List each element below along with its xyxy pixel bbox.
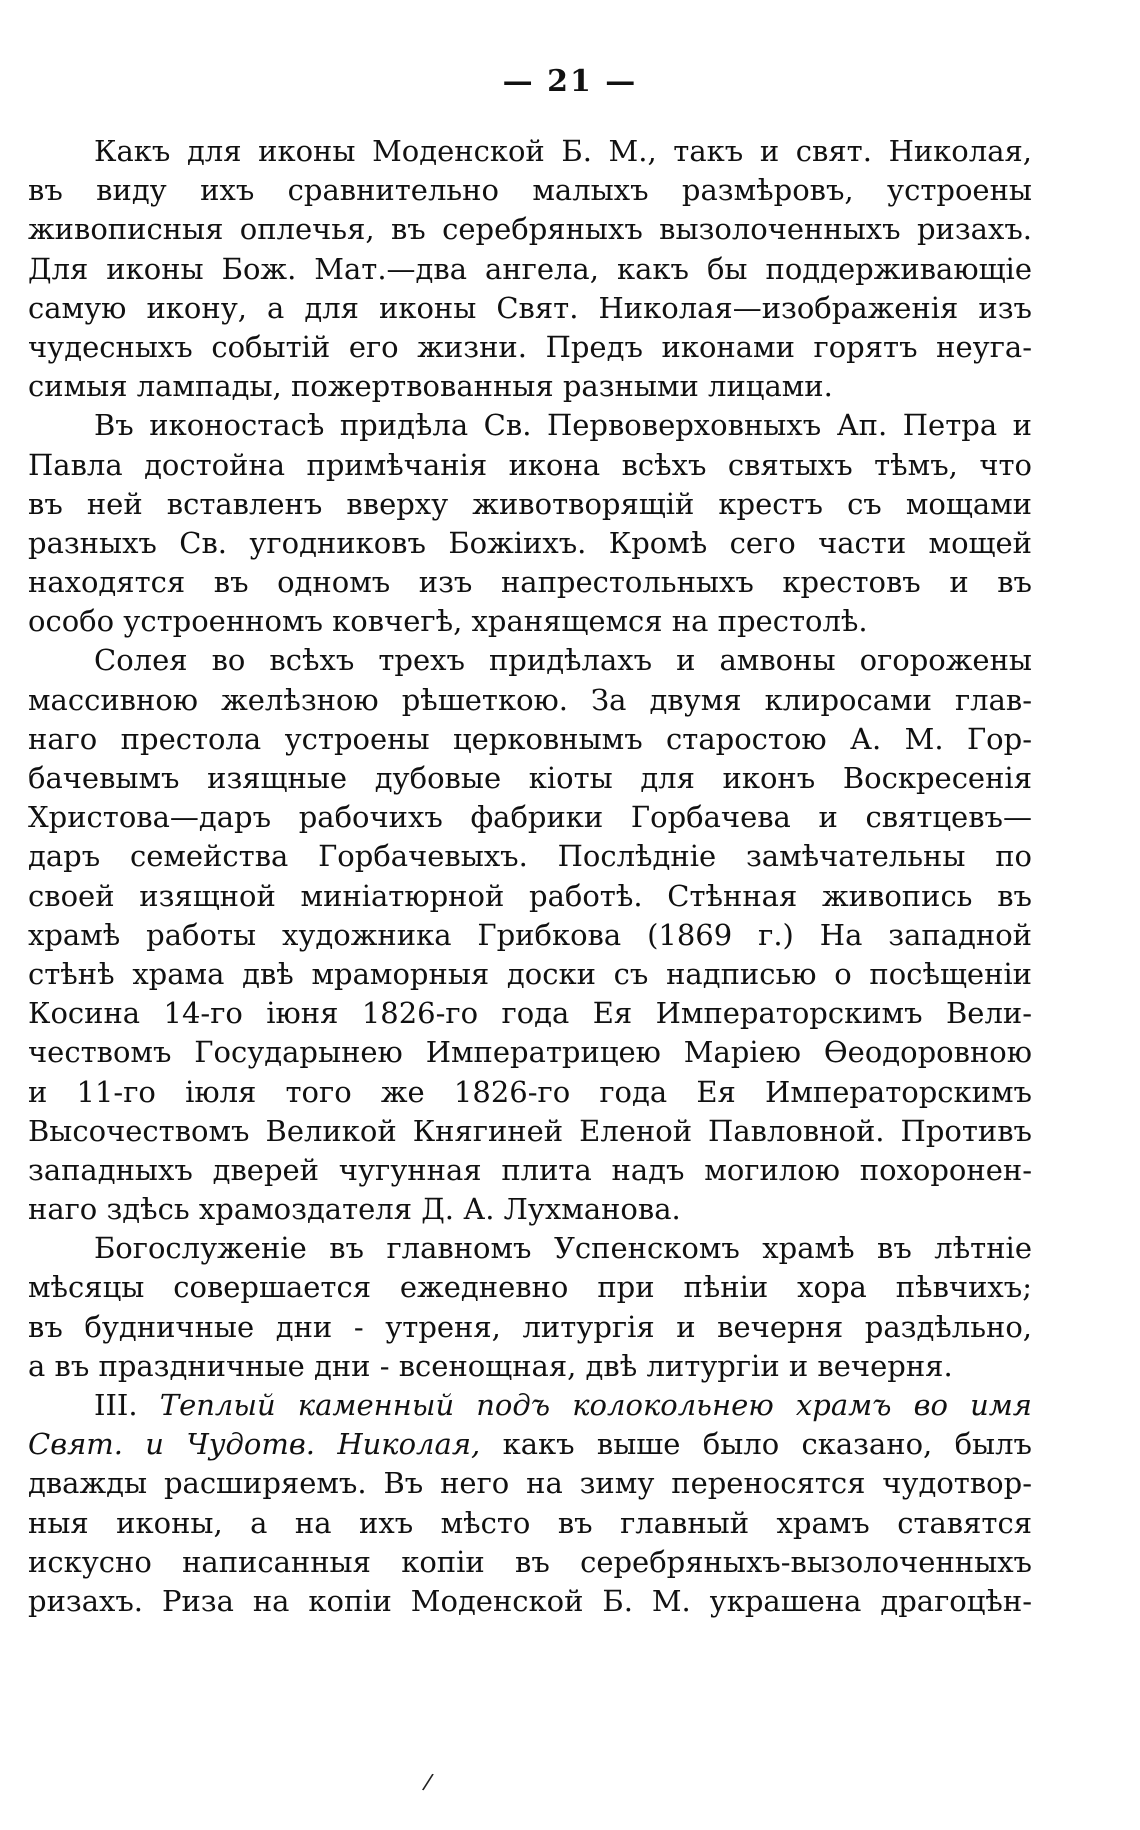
text-line: мѣсяцы совершается ежедневно при пѣніи хора пѣвчихъ; xyxy=(28,1270,1032,1305)
text-line: симыя лампады, пожертвованныя разными лицами. xyxy=(28,369,833,404)
text-line: чудесныхъ событій его жизни. Предъ иконами горятъ неуга- xyxy=(28,329,1032,364)
text-line: самую икону, а для иконы Свят. Николая—изображенія изъ xyxy=(28,290,1032,325)
text-line: Солея во всѣхъ трехъ придѣлахъ и амвоны огорожены xyxy=(94,643,1032,678)
text-line: въ ней вставленъ вверху животворящій крестъ съ мощами xyxy=(28,486,1032,521)
section-title-italic-cont: Свят. и Чудотв. Николая, xyxy=(28,1427,481,1462)
text-line: храмѣ работы художника Грибкова (1869 г.) На западной xyxy=(28,917,1032,952)
stray-ink-mark: / xyxy=(420,1769,435,1796)
body-text xyxy=(28,132,1032,1621)
text-line: бачевымъ изящные дубовые кіоты для иконъ Воскресенія xyxy=(28,761,1032,795)
text-run: какъ выше было сказано, былъ xyxy=(502,1427,1032,1462)
paragraph-3 xyxy=(28,641,1032,1229)
text-line: Павла достойна примѣчанія икона всѣхъ святыхъ тѣмъ, что xyxy=(28,447,1032,482)
text-line: Въ иконостасѣ придѣла Св. Первоверховныхъ Ап. Петра и xyxy=(94,408,1032,443)
text-line: разныхъ Св. угодниковъ Божіихъ. Кромѣ сего части мощей xyxy=(28,525,1032,560)
paragraph-2 xyxy=(28,406,1032,641)
paragraph-5 xyxy=(28,1386,1032,1621)
text-line: Христова—даръ рабочихъ фабрики Горбачева и святцевъ— xyxy=(28,800,1032,835)
paragraph-4 xyxy=(28,1229,1032,1386)
section-title-italic: Теплый каменный подъ колокольнею храмъ во имя xyxy=(159,1388,1032,1422)
text-line: и 11-го іюля того же 1826-го года Ея Императорскимъ xyxy=(28,1074,1032,1109)
text-line: наго здѣсь храмоздателя Д. А. Лухманова. xyxy=(28,1192,681,1227)
text-line: живописныя оплечья, въ серебряныхъ вызолоченныхъ ризахъ. xyxy=(28,212,1032,247)
text-line: дважды расширяемъ. Въ него на зиму переносятся чудотвор- xyxy=(28,1466,1032,1501)
text-line: Какъ для иконы Моденской Б. М., такъ и свят. Николая, xyxy=(94,134,1032,168)
page-number: — 21 — xyxy=(502,64,638,99)
paragraph-1 xyxy=(28,132,1032,406)
text-line: наго престола устроены церковнымъ старостою А. М. Гор- xyxy=(28,721,1032,756)
text-line: своей изящной миніатюрной работѣ. Стѣнная живопись въ xyxy=(28,878,1032,913)
text-line: въ будничные дни - утреня, литургія и вечерня раздѣльно, xyxy=(28,1309,1032,1344)
text-line: ризахъ. Риза на копіи Моденской Б. М. украшена драгоцѣн- xyxy=(28,1583,1032,1618)
text-line: Высочествомъ Великой Княгиней Еленой Павловной. Противъ xyxy=(28,1113,1032,1148)
text-line-heading-cont xyxy=(28,1425,1032,1464)
text-line: Богослуженіе въ главномъ Успенскомъ храмѣ въ лѣтніе xyxy=(94,1231,1032,1266)
text-line: въ виду ихъ сравнительно малыхъ размѣровъ, устроены xyxy=(28,173,1032,208)
section-numeral: III. xyxy=(94,1388,138,1422)
text-line: массивною желѣзною рѣшеткою. За двумя клиросами глав- xyxy=(28,682,1032,717)
text-line-heading xyxy=(28,1386,1032,1425)
text-line: находятся въ одномъ изъ напрестольныхъ крестовъ и въ xyxy=(28,565,1032,600)
text-line: ныя иконы, а на ихъ мѣсто въ главный храмъ ставятся xyxy=(28,1505,1032,1540)
text-line: Косина 14-го іюня 1826-го года Ея Императорскимъ Вели- xyxy=(28,996,1032,1031)
text-line: особо устроенномъ ковчегѣ, хранящемся на престолѣ. xyxy=(28,604,868,639)
text-line: даръ семейства Горбачевыхъ. Послѣдніе замѣчательны по xyxy=(28,839,1032,874)
text-line: искусно написанныя копіи въ серебряныхъ-вызолоченныхъ xyxy=(28,1544,1032,1579)
text-line: западныхъ дверей чугунная плита надъ могилою похоронен- xyxy=(28,1152,1032,1187)
text-line: стѣнѣ храма двѣ мраморныя доски съ надписью о посѣщеніи xyxy=(28,956,1032,991)
text-line: чествомъ Государынею Императрицею Маріею Ѳеодоровною xyxy=(28,1035,1032,1070)
text-line: Для иконы Бож. Мат.—два ангела, какъ бы поддерживающіе xyxy=(28,251,1032,286)
text-line: а въ праздничные дни - всенощная, двѣ литургіи и вечерня. xyxy=(28,1348,953,1383)
